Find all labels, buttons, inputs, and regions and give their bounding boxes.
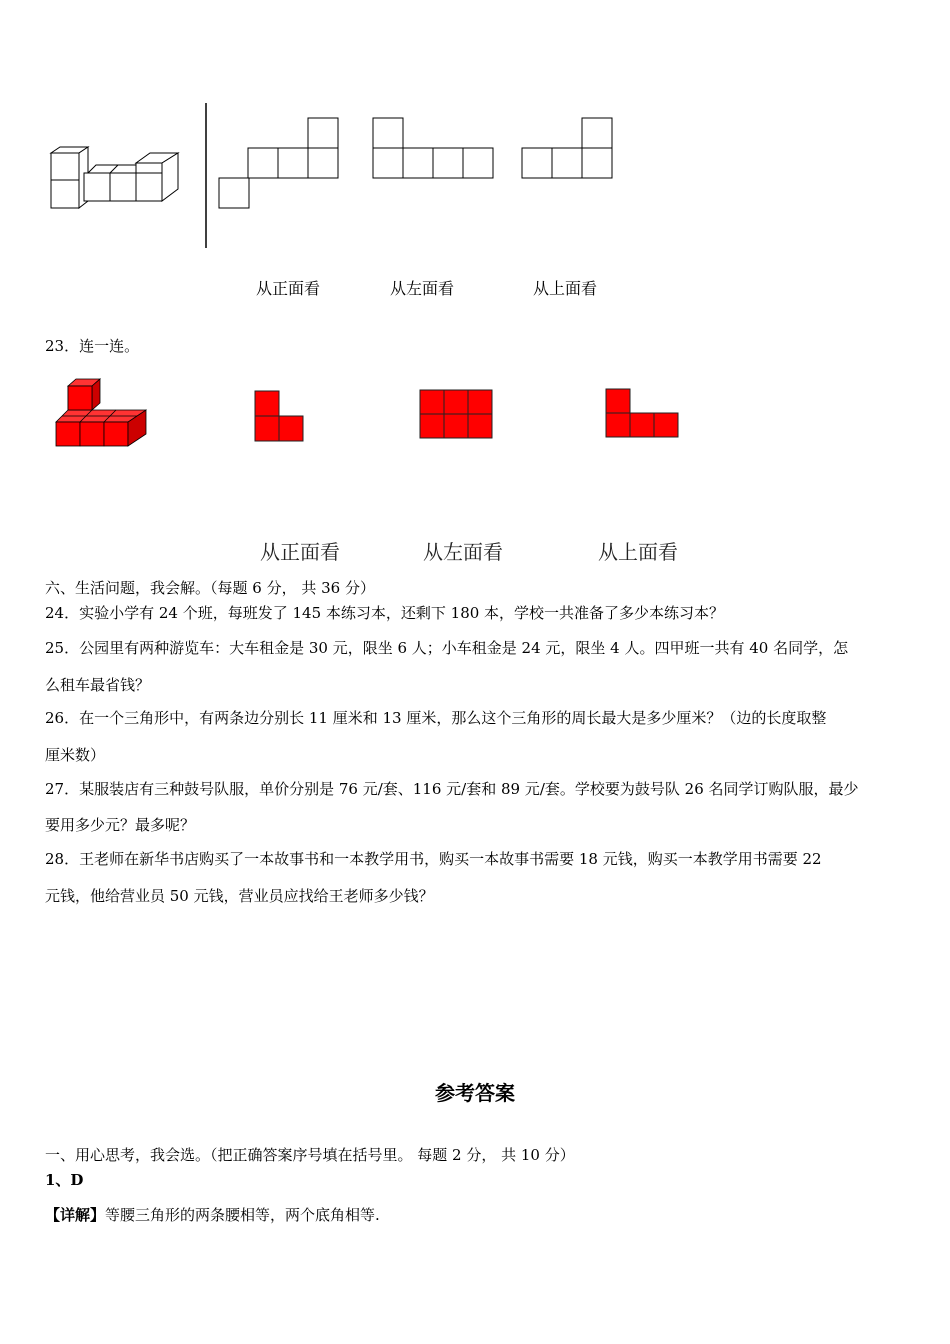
question-27-line1: 27．某服装店有三种鼓号队服，单价分别是 76 元/套、116 元/套和 89 元/套。学校要为鼓号队 26 名同学订购队服，最少 bbox=[45, 780, 859, 798]
question-26-line2: 厘米数） bbox=[45, 746, 106, 764]
answers-title: 参考答案 bbox=[435, 1081, 515, 1105]
q22-label-front: 从正面看 bbox=[256, 279, 321, 298]
q22-label-left: 从左面看 bbox=[390, 279, 455, 298]
red-view-c bbox=[605, 388, 681, 440]
answers-section1-header: 一、用心思考，我会选。（把正确答案序号填在括号里。 每题 2 分， 共 10 分） bbox=[45, 1146, 575, 1164]
detail-tag: 【详解】 bbox=[45, 1206, 106, 1224]
answer-1: 1、D bbox=[45, 1171, 84, 1189]
detail-text: 等腰三角形的两条腰相等，两个底角相等. bbox=[105, 1206, 380, 1224]
answer-1-detail bbox=[45, 1205, 380, 1225]
section6-header: 六、生活问题，我会解。（每题 6 分， 共 36 分） bbox=[45, 579, 375, 597]
left-view-grid bbox=[372, 117, 496, 181]
solid-figure-isometric bbox=[48, 145, 188, 215]
question-28-line2: 元钱，他给营业员 50 元钱，营业员应找给王老师多少钱？ bbox=[45, 887, 434, 905]
question-24: 24．实验小学有 24 个班，每班发了 145 本练习本，还剩下 180 本，学校一共准备了多少本练习本？ bbox=[45, 604, 725, 622]
front-view-grid bbox=[218, 117, 340, 211]
question-25-line1: 25．公园里有两种游览车：大车租金是 30 元，限坐 6 人；小车租金是 24 元，限坐 4 人。四甲班一共有 40 名同学，怎 bbox=[45, 639, 849, 657]
question-25-line2: 么租车最省钱？ bbox=[45, 676, 151, 694]
q22-label-top: 从上面看 bbox=[533, 279, 598, 298]
question-27-line2: 要用多少元？最多呢？ bbox=[45, 816, 196, 834]
q23-label-front: 从正面看 bbox=[260, 540, 340, 564]
red-view-b bbox=[419, 389, 495, 443]
q23-title: 23．连一连。 bbox=[45, 337, 140, 355]
question-26-line1: 26．在一个三角形中，有两条边分别长 11 厘米和 13 厘米，那么这个三角形的周长最大是多少厘米？（边的长度取整 bbox=[45, 709, 827, 727]
red-solid-figure bbox=[54, 378, 150, 450]
top-view-grid bbox=[521, 117, 615, 181]
question-28-line1: 28．王老师在新华书店购买了一本故事书和一本教学用书，购买一本故事书需要 18 元钱，购买一本教学用书需要 22 bbox=[45, 850, 822, 868]
q23-label-top: 从上面看 bbox=[598, 540, 678, 564]
q23-label-left: 从左面看 bbox=[423, 540, 503, 564]
divider-line bbox=[204, 103, 208, 248]
red-view-a bbox=[254, 390, 306, 446]
